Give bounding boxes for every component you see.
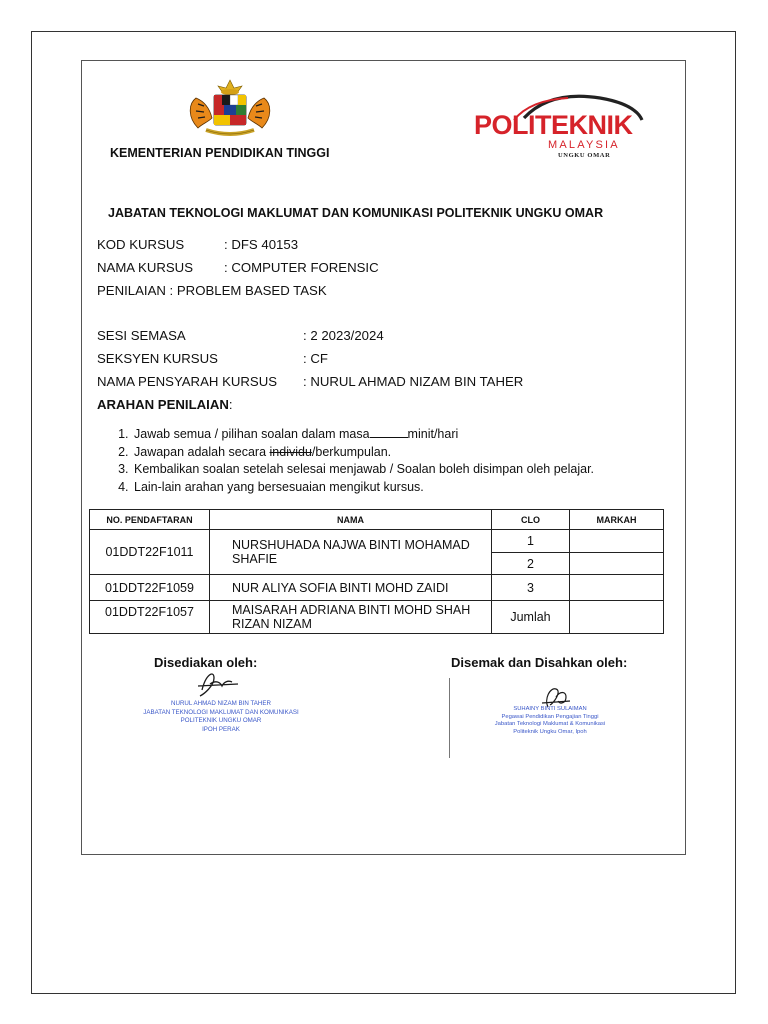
stamp-line: POLITEKNIK UNGKU OMAR [180,717,262,724]
instruction-2b: /berkumpulan. [311,444,392,459]
instruction-list [102,426,594,496]
stamp-line: Jabatan Teknologi Maklumat & Komunikasi [494,721,606,727]
seksyen-label: SEKSYEN KURSUS [97,351,218,366]
student-name: NUR ALIYA SOFIA BINTI MOHD ZAIDI [210,575,492,601]
politeknik-logo [470,92,648,160]
stamp-line: NURUL AHMAD NIZAM BIN TAHER [171,700,271,707]
student-name: MAISARAH ADRIANA BINTI MOHD SHAH RIZAN NIZAM [210,601,492,634]
department-title: JABATAN TEKNOLOGI MAKLUMAT DAN KOMUNIKASI POLITEKNIK UNGKU OMAR [108,206,604,220]
coat-of-arms-icon [184,78,276,142]
instruction-item: 4. Lain-lain arahan yang bersesuaian mengikut kursus. [132,479,594,497]
kod-kursus-value: : DFS 40153 [224,237,299,252]
markah-cell [570,575,664,601]
instruction-1a: Jawab semua / pilihan soalan dalam masa [134,427,370,441]
svg-text:MALAYSIA: MALAYSIA [548,139,620,151]
approved-stamp [462,706,638,736]
student-id: 01DDT22F1011 [90,530,210,575]
table-row [90,530,664,553]
sesi-label: SESI SEMASA [97,328,186,343]
stamp-line: Politeknik Ungku Omar, Ipoh [513,728,587,735]
instruction-item: 3. Kembalikan soalan setelah selesai menjawab / Soalan boleh disimpan oleh pelajar. [132,461,594,479]
jumlah-label: Jumlah [492,601,570,634]
instruction-item [132,444,594,462]
arahan-heading-colon: : [228,397,233,412]
markah-total-cell [570,601,664,634]
student-id: 01DDT22F1059 [90,575,210,601]
sesi-value: : 2 2023/2024 [303,328,384,343]
prepared-stamp [126,700,316,734]
pensyarah-value: : NURUL AHMAD NIZAM BIN TAHER [303,374,524,389]
student-name: NURSHUHADA NAJWA BINTI MOHAMAD SHAFIE [210,530,492,575]
stamp-line: SUHAINY BINTI SULAIMAN [513,706,587,712]
svg-text:UNGKU OMAR: UNGKU OMAR [558,152,611,159]
table-row [90,601,664,634]
clo-value: 2 [492,553,570,575]
approved-by-title: Disemak dan Disahkan oleh: [451,655,628,670]
signature-divider [449,678,450,758]
student-id: 01DDT22F1057 [90,601,210,634]
markah-cell [570,530,664,553]
markah-cell [570,553,664,575]
seksyen-value: : CF [303,351,328,366]
clo-value: 1 [492,530,570,553]
arahan-heading [97,397,233,412]
clo-value: 3 [492,575,570,601]
instruction-2a: Jawapan adalah secara [134,444,270,459]
header-no-pendaftaran: NO. PENDAFTARAN [90,510,210,530]
signature-icon [192,668,244,698]
table-header-row [90,510,664,530]
instruction-item [132,426,594,444]
header-nama: NAMA [210,510,492,530]
kod-kursus-label: KOD KURSUS [97,237,185,252]
blank-field [370,426,408,438]
prepared-by-title: Disediakan oleh: [154,655,258,670]
header-markah: MARKAH [570,510,664,530]
student-table [89,509,664,634]
penilaian-line: PENILAIAN : PROBLEM BASED TASK [97,283,327,298]
ministry-name: KEMENTERIAN PENDIDIKAN TINGGI [110,146,330,160]
svg-text:POLITEKNIK: POLITEKNIK [474,110,633,140]
nama-kursus-label: NAMA KURSUS [97,260,193,275]
header-clo: CLO [492,510,570,530]
arahan-heading-text: ARAHAN PENILAIAN [97,397,229,412]
stamp-line: IPOH PERAK [202,725,240,733]
stamp-line: JABATAN TEKNOLOGI MAKLUMAT DAN KOMUNIKASI [143,708,299,716]
instruction-1b: minit/hari [407,427,459,441]
stamp-line: Pegawai Pendidikan Pengajian Tinggi [501,713,599,720]
nama-kursus-value: : COMPUTER FORENSIC [224,260,379,275]
instruction-2-strike: individu [269,444,312,459]
pensyarah-label: NAMA PENSYARAH KURSUS [97,374,278,389]
table-row [90,575,664,601]
